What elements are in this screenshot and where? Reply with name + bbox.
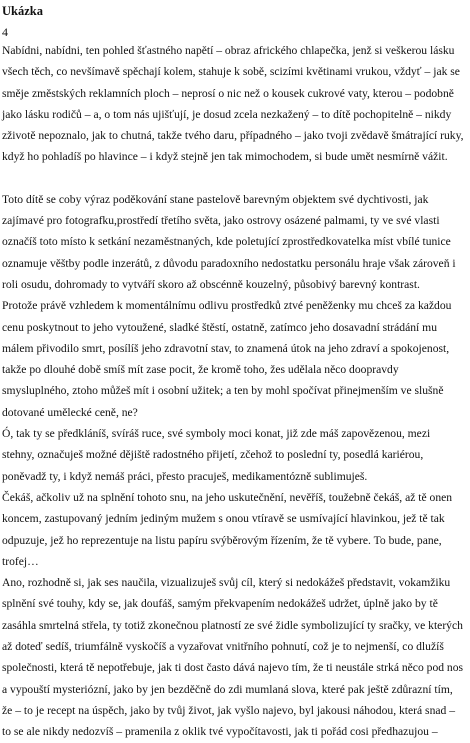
paragraph-gap — [2, 168, 465, 189]
page-number: 4 — [2, 25, 8, 39]
paragraph-4: Ó, tak ty se předkláníš, svíráš ruce, své symboly moci konat, již zde máš zapovězenou, mezi stehny, označuješ možné dějiště radostného přijetí, zčehož to poslední ty, posedlá kariérou, poněvadž ty, i když nemáš práci, přesto pracuješ, medikamentózně sublimuješ. — [2, 427, 431, 483]
document-page — [0, 3, 470, 739]
paragraph-1: Nabídni, nabídni, ten pohled šťastného napětí – obraz afrického chlapečka, jenž si veškerou lásku všech těch, co nevšímavě spěchají kolem, stahuje k sobě, scizími květinami vrukou, vždyť – jak se směje změstských reklamních ploch – neprosí o nic než o kousek cukrové vaty, kterou – podobně jako lásku rodičů – a, o tom nás ujišťují, je dosud zcela nezkažený – to dítě pochopitelně – nikdy zživotě nepoznalo, jak to chutná, takže tvého daru, případného – jako tvoji zvědavě šmátrající ruky, když ho pohladíš po hlavince – i když stejně jen tak mimochodem, si bude umět nesmírně vážit. — [2, 44, 464, 164]
paragraph-5: Čekáš, ačkoliv už na splnění tohoto snu, na jeho uskutečnění, nevěříš, toužebně čekáš, až tě onen koncem, zastupovaný jedním jediným mužem s onou vtíravě se usmívající hlavinkou, jež tě tak odpuzuje, jež ho reprezentuje na listu papíru svýběrovým řízením, že tě vybere. To bude, pane, trofej… — [2, 490, 453, 568]
paragraph-6: Ano, rozhodně si, jak ses naučila, vizualizuješ svůj cíl, který si nedokážeš představit, vokamžiku splnění své touhy, kdy se, jak doufáš, samým překvapením nedokážeš udržet, úplně jako by tě zasáhla smrtelná střela, ty totiž zkonečnou platností ze své židle symbolizující ty sračky, ve kterých až doteď sedíš, triumfálně vyskočíš a vyzařovat vnitřního pohnutí, což je to nejmenší, co dlužíš společnosti, která tě nepotřebuje, jak ti dost často dává najevo tím, že ti neustále strká něco pod nos a vypouští mysteriózní, jako by jen bezděčně do zdi mumlaná slova, které pak ještě zdůrazní tím, že – to je recept na úspěch, jako by tvůj život, jak vyšlo najevo, byl jakousi náhodou, která snad – to se ale nikdy nedozvíš – pramenila z oklik tvé vypočítavosti, jak ti pořád cosi předhazujou – — [2, 576, 464, 739]
paragraph-2: Toto dítě se coby výraz poděkování stane pastelově barevným objektem své dychtivosti, jak zajímavé pro fotografku,prostředí třetího světa, jako ostrovy osázené palmami, ty ve své vlasti označíš toto místo k setkání nezaměstnaných, kde poletující zprostředkovatelka míst vbílé tunice oznamuje věštby podle inzerátů, z důvodu paradoxního nedostatku personálu hraje však zároveň i roli osudu, dohromady to vytváří skoro až obscénně kouzelný, působivý barevný kontrast. — [2, 192, 456, 291]
paragraph-3: Protože právě vzhledem k momentálnímu odlivu prostředků ztvé peněženky mu chceš za každou cenu poskytnout to jeho vytoužené, sladké štěstí, ostatně, zatímco jeho dosavadní strádání mu málem přivodilo smrt, posílíš jeho zdravotní stav, to znamená útok na jeho zdraví a spokojenost, takže po dlouhé době smíš mít zase pocit, že kromě toho, žes udělala něco doopravdy smysluplného, ztoho můžeš mít i osobní užitek; a ten by mohl spočívat přinejmenším ve slušně dotované umělecké ceně, ne? — [2, 299, 452, 419]
document-heading: Ukázka — [2, 4, 43, 18]
